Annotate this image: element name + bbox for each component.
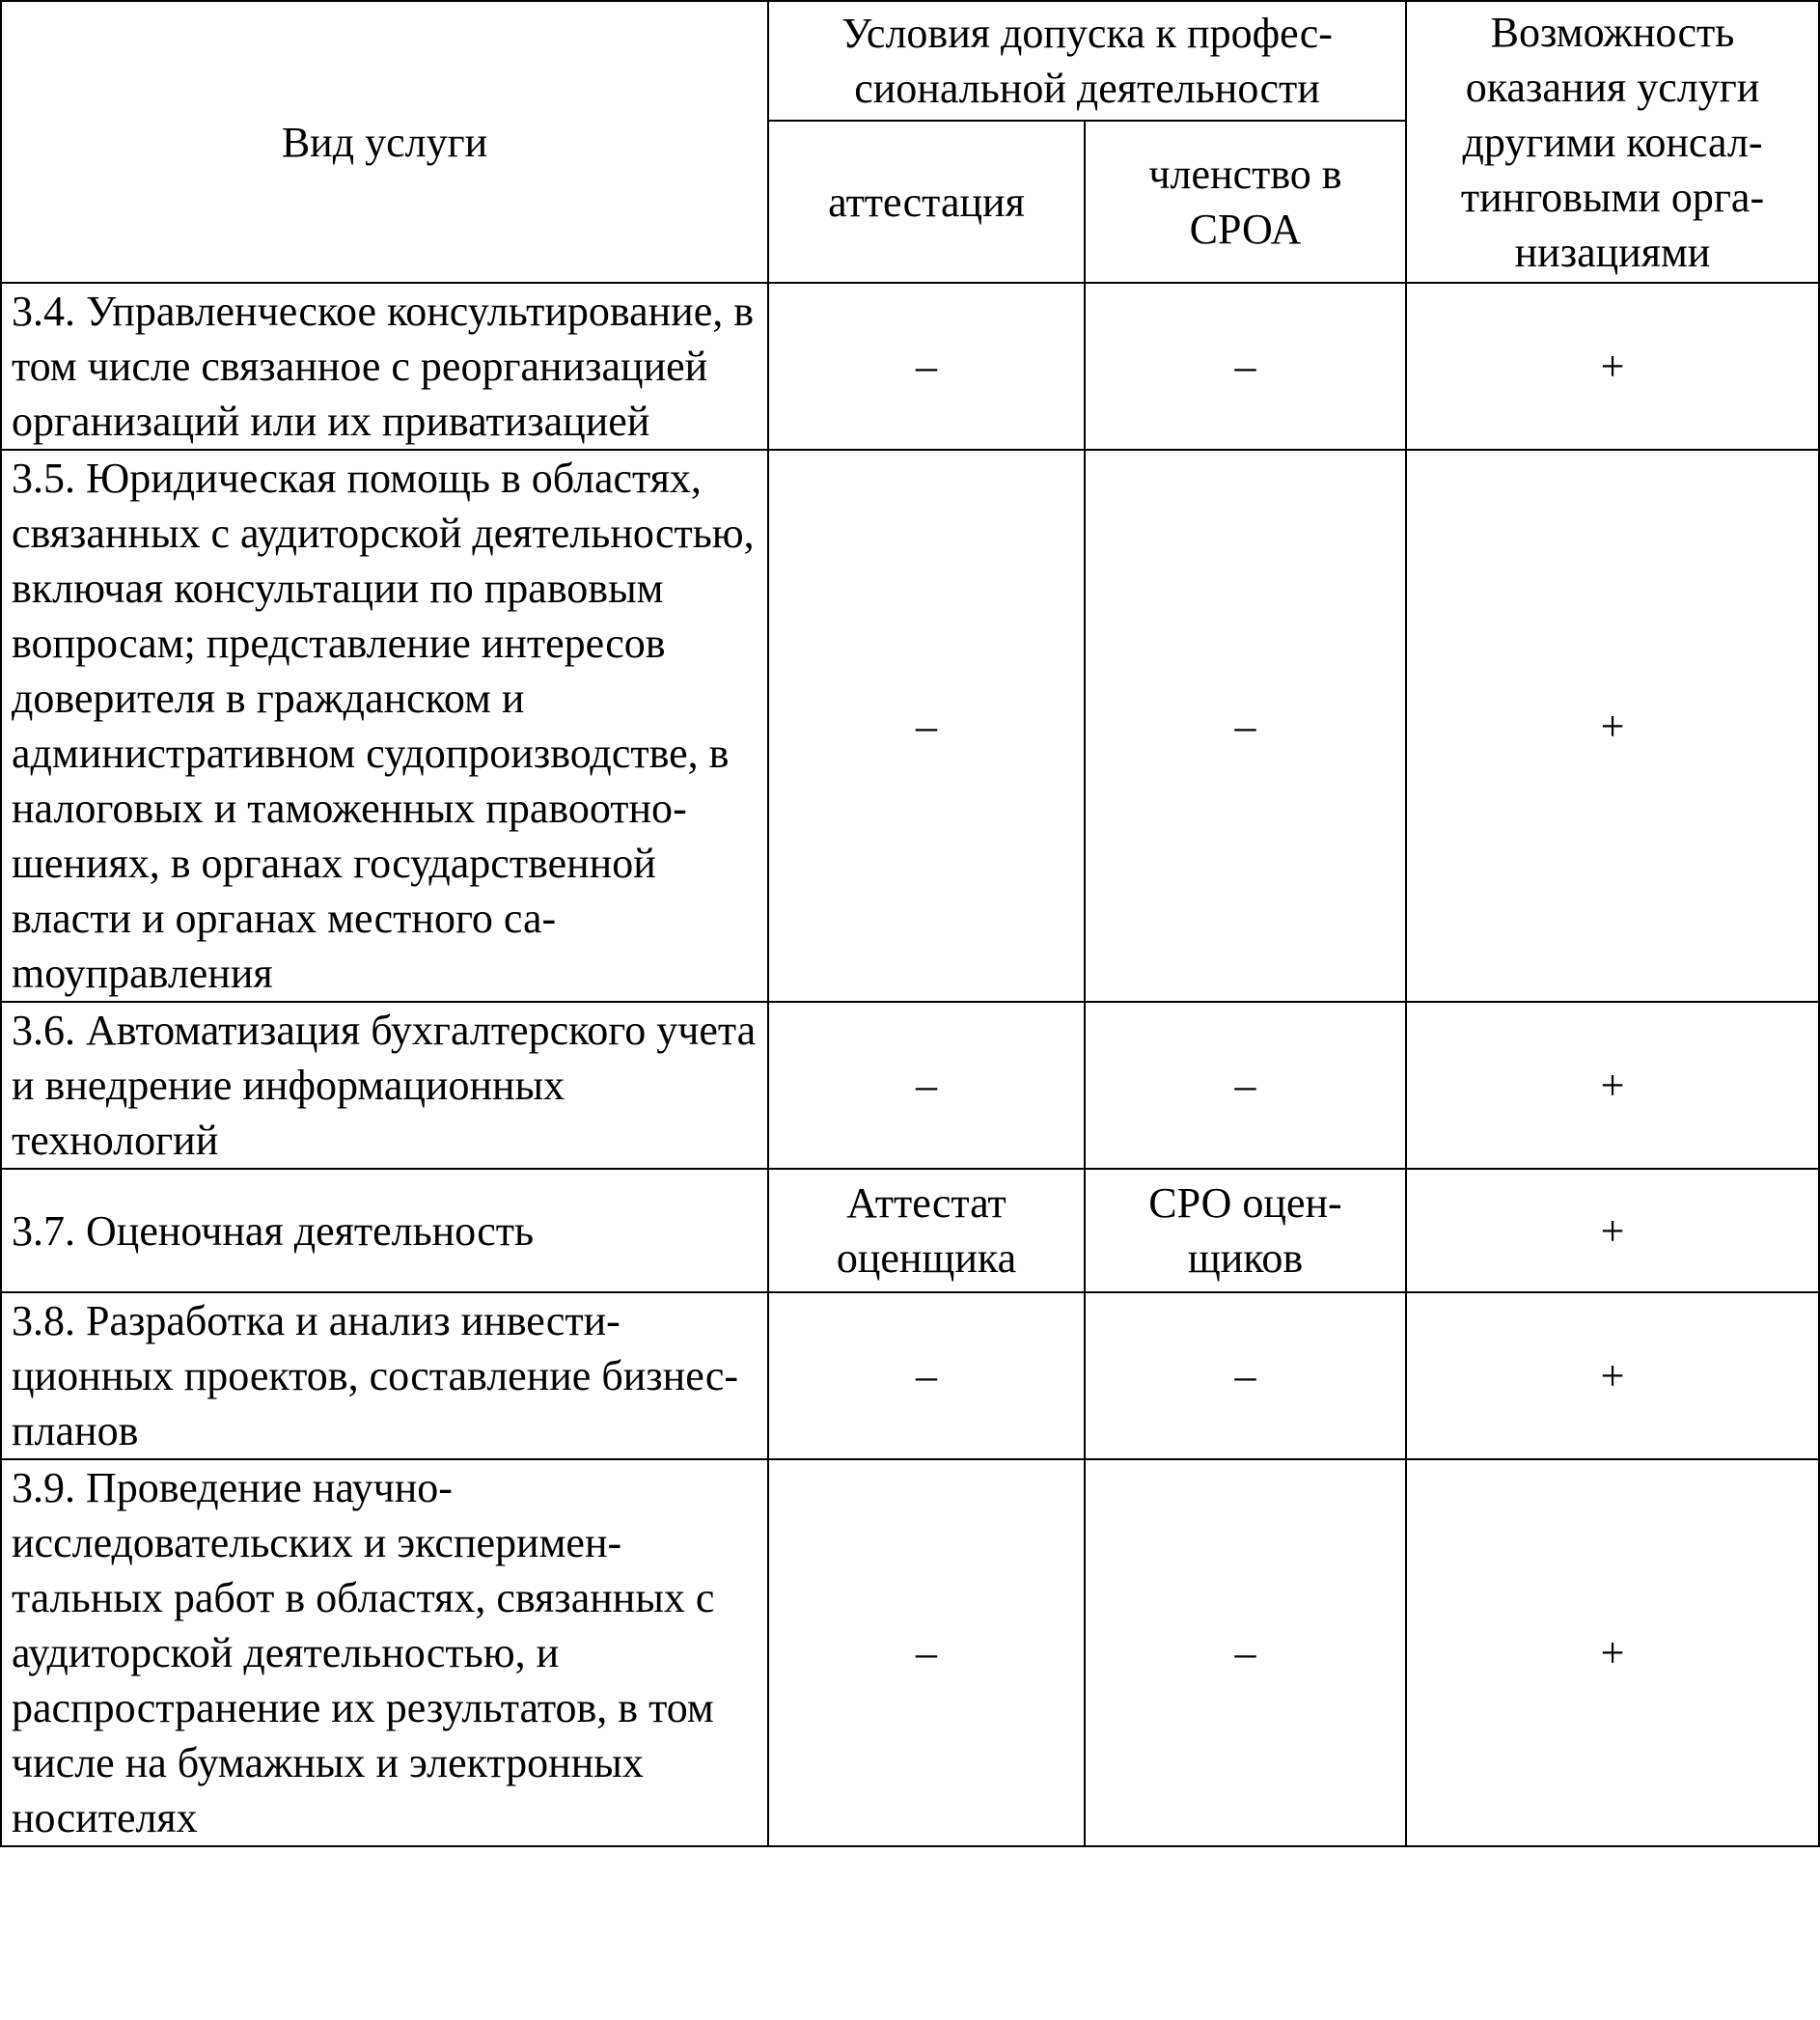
table-row <box>1 1292 1819 1459</box>
service-cell: 3.4. Управленческое консультирование, в том числе связанное с реорганизацией организаций или их приватизацией <box>1 283 768 450</box>
table-row <box>1 283 1819 450</box>
other-orgs-cell: + <box>1406 1292 1819 1459</box>
service-cell: 3.9. Проведение научно-исследовательских и экспериментальных работ в областях, связанных с аудиторской деятельностью, и распространение их результатов, в том числе на бумажных и электронных носителях <box>1 1459 768 1846</box>
service-cell: 3.7. Оценочная деятельность <box>1 1169 768 1292</box>
service-cell: 3.8. Разработка и анализ инвестиционных проектов, составление бизнес-планов <box>1 1292 768 1459</box>
sroa-cell: – <box>1085 283 1406 450</box>
other-orgs-cell: + <box>1406 283 1819 450</box>
service-cell: 3.6. Автоматизация бухгалтерского учета и внедрение информационных технологий <box>1 1002 768 1169</box>
attestation-cell: – <box>768 1292 1085 1459</box>
other-orgs-cell: + <box>1406 1169 1819 1292</box>
header-service-type: Вид услуги <box>1 1 768 283</box>
service-cell: 3.5. Юридическая помощь в областях, связанных с аудиторской деятельностью, включая консультации по правовым вопросам; представление интересов доверителя в гражданском и административном судопроизводстве, в налоговых и таможенных правоотношениях, в органах государственной власти и органах местного саmоуправления <box>1 450 768 1002</box>
table-row <box>1 450 1819 1002</box>
attestation-cell: Аттестат оценщика <box>768 1169 1085 1292</box>
header-attestation: аттестация <box>768 121 1085 283</box>
table-row <box>1 1169 1819 1292</box>
sroa-cell: – <box>1085 1002 1406 1169</box>
other-orgs-cell: + <box>1406 450 1819 1002</box>
attestation-cell: – <box>768 283 1085 450</box>
sroa-cell: – <box>1085 450 1406 1002</box>
sroa-cell: – <box>1085 1292 1406 1459</box>
attestation-cell: – <box>768 1459 1085 1846</box>
header-row-top <box>1 1 1819 121</box>
sroa-cell: – <box>1085 1459 1406 1846</box>
table-row <box>1 1002 1819 1169</box>
header-admission-conditions: Условия допуска к профессиональной деятельности <box>768 1 1406 121</box>
attestation-cell: – <box>768 1002 1085 1169</box>
other-orgs-cell: + <box>1406 1459 1819 1846</box>
other-orgs-cell: + <box>1406 1002 1819 1169</box>
header-sroa-membership: членство в СРОА <box>1085 121 1406 283</box>
sroa-cell: СРО оценщиков <box>1085 1169 1406 1292</box>
attestation-cell: – <box>768 450 1085 1002</box>
header-other-orgs: Возможность оказания услуги другими консалтинговыми организациями <box>1406 1 1819 283</box>
table-row <box>1 1459 1819 1846</box>
